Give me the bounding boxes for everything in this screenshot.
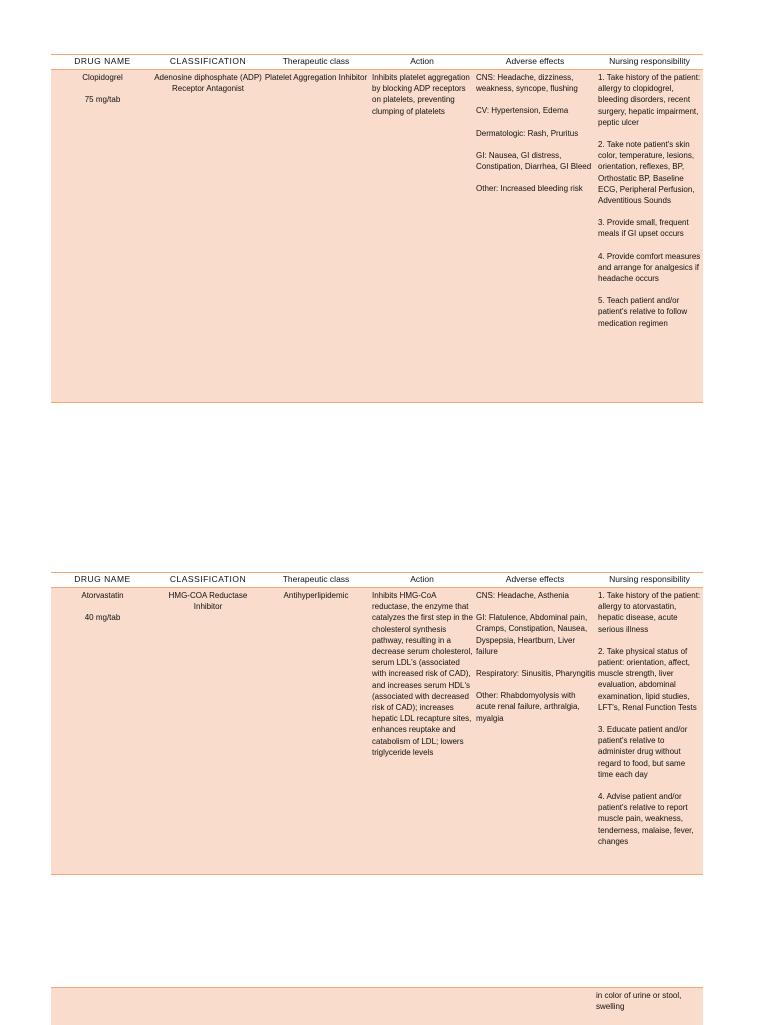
header-drug-name: DRUG NAME [74, 56, 131, 66]
adverse-cv: CV: Hypertension, Edema [476, 106, 569, 116]
table-row [51, 70, 703, 403]
nursing-responsibility-cell [596, 588, 703, 874]
drug-name-cell [51, 588, 154, 874]
nursing-item-4: 4. Advise patient and/or patient's relative to report muscle pain, weakness, tenderness, malaise, fever, changes [598, 792, 694, 846]
nursing-item-2: 2. Take note patient's skin color, temperature, lesions, orientation, reflexes, BP, Orthostatic BP, Baseline ECG, Peripheral Perfusion, Adventitious Sounds [598, 140, 695, 206]
drug-dose: 75 mg/tab [84, 95, 121, 105]
adverse-effects-cell [474, 70, 596, 402]
classification-cell: HMG-COA Reductase Inhibitor [168, 591, 248, 612]
header-action: Action [410, 56, 434, 66]
header-nursing-responsibility: Nursing responsibility [609, 56, 690, 66]
nursing-item-1: 1. Take history of the patient: allergy to clopidogrel, bleeding disorders, recent surgery, hepatic impairment, peptic ulcer [598, 73, 701, 127]
nursing-continuation: in color of urine or stool, swelling [596, 991, 682, 1012]
drug-name: Clopidogrel [82, 73, 123, 82]
classification-cell: Adenosine diphosphate (ADP) Receptor Antagonist [154, 73, 262, 94]
action-cell: Inhibits platelet aggregation by blocking ADP receptors on platelets, preventing clumping of platelets [372, 73, 470, 116]
drug-name-cell [51, 70, 154, 402]
table-header [51, 54, 703, 70]
header-action: Action [410, 574, 434, 584]
adverse-cns: CNS: Headache, Asthenia [476, 591, 569, 600]
drug-table-atorvastatin [51, 572, 703, 875]
adverse-other: Other: Rhabdomyolysis with acute renal failure, arthralgia, myalgia [476, 691, 580, 723]
header-adverse-effects: Adverse effects [505, 56, 565, 66]
table-continuation-row [51, 987, 703, 1025]
header-therapeutic-class: Therapeutic class [282, 574, 350, 584]
header-therapeutic-class: Therapeutic class [282, 56, 350, 66]
adverse-cns: CNS: Headache, dizziness, weakness, syncope, flushing [476, 73, 578, 94]
nursing-item-5: 5. Teach patient and/or patient's relative to follow medication regimen [598, 296, 688, 328]
nursing-item-1: 1. Take history of the patient: allergy to atorvastatin, hepatic disease, acute serious illness [598, 591, 701, 634]
header-classification: CLASSIFICATION [169, 574, 247, 584]
nursing-item-2: 2. Take physical status of patient: orientation, affect, muscle strength, liver evaluation, abdominal examination, lipid studies, LFT's, Renal Function Tests [598, 646, 697, 712]
adverse-effects-cell [474, 588, 596, 874]
adverse-dermatologic: Dermatologic: Rash, Pruritus [476, 128, 579, 138]
nursing-item-3: 3. Provide small, frequent meals if GI upset occurs [598, 218, 689, 239]
adverse-gi: GI: Flatulence, Abdominal pain, Cramps, Constipation, Nausea, Dyspepsia, Heartburn, Liver failure [476, 613, 588, 656]
drug-dose: 40 mg/tab [84, 613, 121, 623]
nursing-responsibility-cell [596, 70, 703, 402]
drug-table-clopidogrel [51, 54, 703, 403]
adverse-respiratory: Respiratory: Sinusitis, Pharyngitis [476, 669, 596, 679]
adverse-other: Other: Increased bleeding risk [476, 184, 583, 194]
action-cell: Inhibits HMG-CoA reductase, the enzyme that catalyzes the first step in the cholesterol synthesis pathway, resulting in a decrease serum cholesterol, serum LDL's (associated with increased risk of CAD), and increases serum HDL's (associated with decreased risk of CAD); increases hepatic LDL recapture sites, enhances reuptake and catabolism of LDL; lowers triglyceride levels [372, 591, 473, 757]
nursing-item-4: 4. Provide comfort measures and arrange for analgesics if headache occurs [598, 251, 701, 284]
therapeutic-class-cell: Antihyperlipidemic [283, 591, 349, 600]
header-drug-name: DRUG NAME [74, 574, 131, 584]
table-header [51, 572, 703, 588]
nursing-item-3: 3. Educate patient and/or patient's relative to administer drug without regard to food, but same time each day [598, 725, 688, 779]
header-nursing-responsibility: Nursing responsibility [609, 574, 690, 584]
table-row [51, 588, 703, 875]
therapeutic-class-cell: Platelet Aggregation Inhibitor [264, 73, 368, 82]
adverse-gi: GI: Nausea, GI distress, Constipation, Diarrhea, GI Bleed [476, 150, 592, 172]
header-classification: CLASSIFICATION [169, 56, 247, 66]
drug-name: Atorvastatin [81, 591, 124, 600]
header-adverse-effects: Adverse effects [505, 574, 565, 584]
